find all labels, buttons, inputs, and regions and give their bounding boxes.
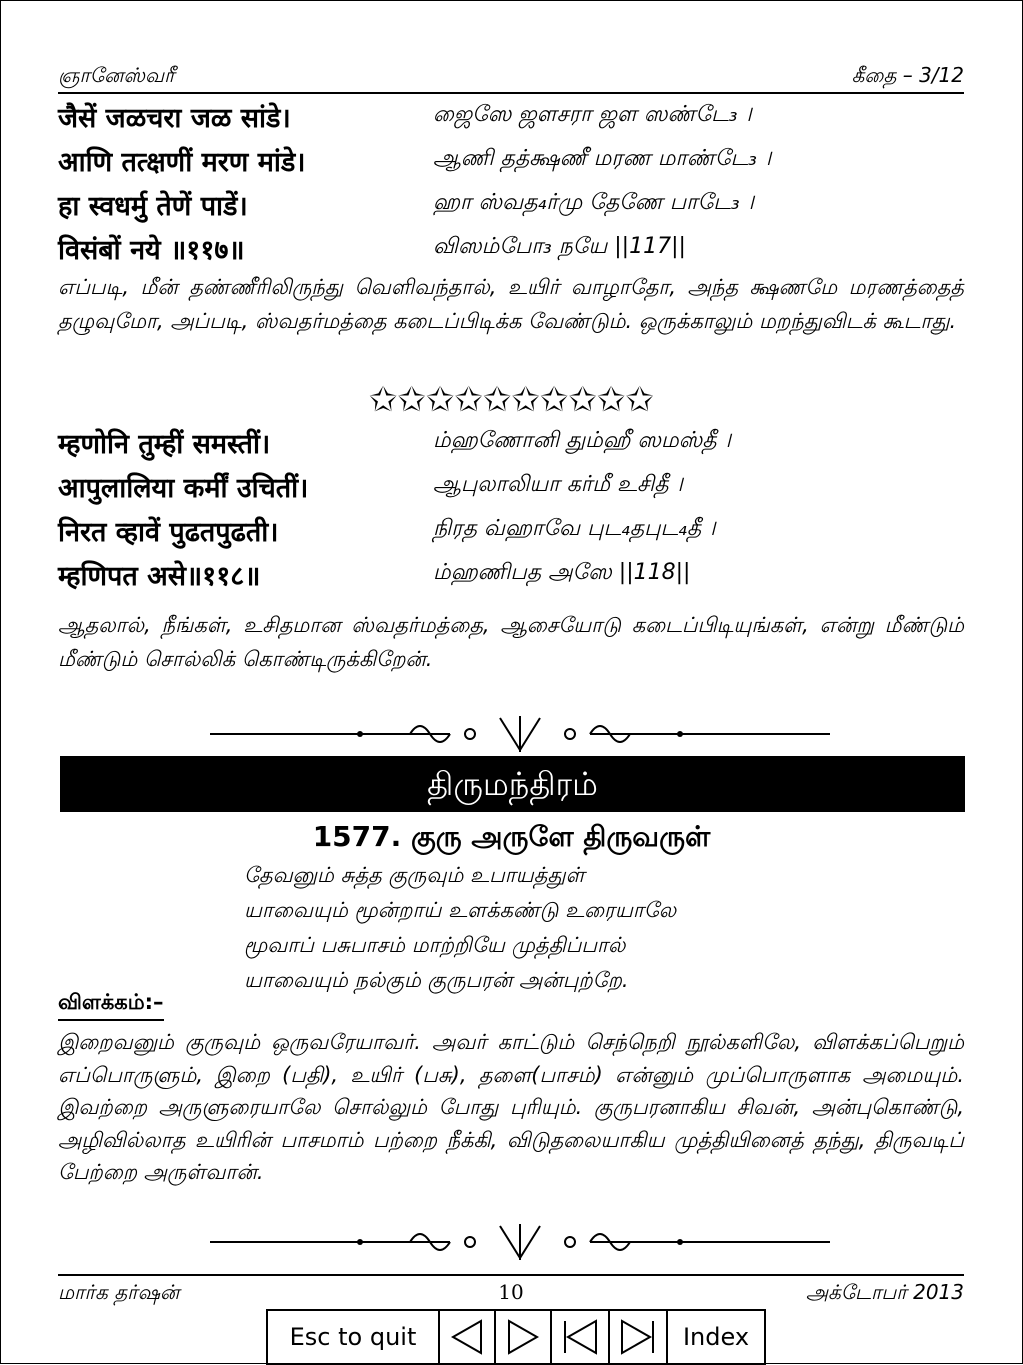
tamil-transliteration: ஹா ஸ்வத₄ர்மு தேணே பாடே₃ । (433, 190, 754, 215)
explanation-paragraph: இறைவனும் குருவும் ஒருவரேயாவர். அவர் காட்டும் செந்நெறி நூல்களிலே, விளக்கப்பெறும் எப்பொருளும், இறை (பதி), உயிர் (பசு), தளை(பாசம்) என்னும் முப்பொருளாக அமையும். இவற்றை அருளுரையாலே சொல்லும் போது புரியும். குருபரனாகிய சிவன், அன்புகொண்டு, அழிவில்லாத உயிரின் பாசமாம் பற்றை நீக்கி, விடுதலையாகிய முத்தியினைத் தந்து, திருவடிப் பேற்றை அருள்வான். (58, 1030, 964, 1184)
verse-line (58, 186, 964, 230)
verse-line (58, 424, 964, 468)
tamil-transliteration: நிரத வ்ஹாவே புட₄தபுட₄தீ । (433, 516, 716, 541)
verse-block-117 (58, 98, 964, 274)
page-footer (58, 1274, 964, 1306)
verse-line (58, 98, 964, 142)
header-book-title: ஞானேஸ்வரீ (58, 63, 175, 87)
section-banner: திருமந்திரம் (60, 756, 965, 812)
index-button[interactable]: Index (682, 1323, 750, 1351)
marathi-text: आपुलालिया कर्मीं उचितीं। (58, 473, 309, 504)
ornamental-divider-icon (210, 1222, 830, 1262)
last-page-button[interactable] (610, 1311, 668, 1363)
star-divider: ✩✩✩✩✩✩✩✩✩✩ (369, 380, 654, 420)
marathi-text: विसंबों नये ॥११७॥ (58, 235, 245, 266)
poem-line: மூவாப் பசுபாசம் மாற்றியே முத்திப்பால் (244, 933, 626, 957)
commentary-paragraph-117: எப்படி, மீன் தண்ணீரிலிருந்து வெளிவந்தால், உயிர் வாழாதோ, அந்த க்ஷணமே மரணத்தைத் தழுவுமோ, அப்படி, ஸ்வதர்மத்தை கடைப்பிடிக்க வேண்டும். ஒருக்காலும் மறந்துவிடக் கூடாது. (58, 275, 964, 333)
footer-issue-date: அக்டோபர் 2013 (805, 1280, 964, 1304)
ornamental-divider-icon (210, 714, 830, 754)
verse-block-118 (58, 424, 964, 600)
next-page-button[interactable] (496, 1311, 552, 1363)
previous-page-button[interactable] (440, 1311, 496, 1363)
tamil-transliteration: விஸம்போ₃ நயே ||117|| (433, 234, 686, 259)
footer-magazine-name: மார்க தர்ஷன் (58, 1280, 180, 1304)
skip-to-last-icon (618, 1317, 658, 1357)
verse-line (58, 468, 964, 512)
page-header (58, 63, 964, 94)
marathi-text: निरत व्हावें पुढतपुढती। (58, 517, 279, 548)
tamil-transliteration: ம்ஹணோனி தும்ஹீ ஸமஸ்தீ । (433, 428, 731, 453)
tamil-transliteration: ஜைஸே ஜளசரா ஜள ஸண்டே₃ । (433, 102, 752, 127)
tamil-transliteration: ஆணி தத்க்ஷணீ மரண மாண்டே₃ । (433, 146, 772, 171)
poem-title: 1577. குரு அருளே திருவருள் (312, 820, 711, 853)
marathi-text: आणि तत्क्षणीं मरण मांडे। (58, 147, 306, 178)
navigation-bar (266, 1309, 766, 1365)
verse-line (58, 556, 964, 600)
poem-line: தேவனும் சுத்த குருவும் உபாயத்துள் (244, 863, 585, 887)
header-chapter: கீதை – 3/12 (851, 63, 964, 87)
poem-line: யாவையும் மூன்றாய் உளக்கண்டு உரையாலே (244, 898, 677, 922)
verse-line (58, 142, 964, 186)
commentary-paragraph-118: ஆதலால், நீங்கள், உசிதமான ஸ்வதர்மத்தை, ஆசையோடு கடைப்பிடியுங்கள், என்று மீண்டும் மீண்டும் சொல்லிக் கொண்டிருக்கிறேன். (58, 613, 964, 671)
triangle-right-icon (505, 1317, 541, 1357)
esc-to-quit-button[interactable]: Esc to quit (268, 1311, 440, 1363)
marathi-text: जैसें जळचरा जळ सांडे। (58, 103, 291, 134)
first-page-button[interactable] (552, 1311, 610, 1363)
explanation-label: விளக்கம்:– (58, 990, 164, 1021)
tamil-transliteration: ஆபுலாலியா கர்மீ உசிதீ । (433, 472, 683, 497)
tamil-transliteration: ம்ஹணிபத அஸே ||118|| (433, 560, 691, 585)
verse-line (58, 230, 964, 274)
page-number: 10 (498, 1280, 524, 1304)
skip-to-first-icon (560, 1317, 600, 1357)
marathi-text: हा स्वधर्मु तेणें पाडें। (58, 191, 248, 222)
marathi-text: म्हणोनि तुम्हीं समस्तीं। (58, 429, 271, 460)
poem-line: யாவையும் நல்கும் குருபரன் அன்புற்றே. (244, 968, 629, 992)
verse-line (58, 512, 964, 556)
marathi-text: म्हणिपत असे॥११८॥ (58, 561, 261, 592)
poem-verse (244, 858, 676, 998)
triangle-left-icon (449, 1317, 485, 1357)
